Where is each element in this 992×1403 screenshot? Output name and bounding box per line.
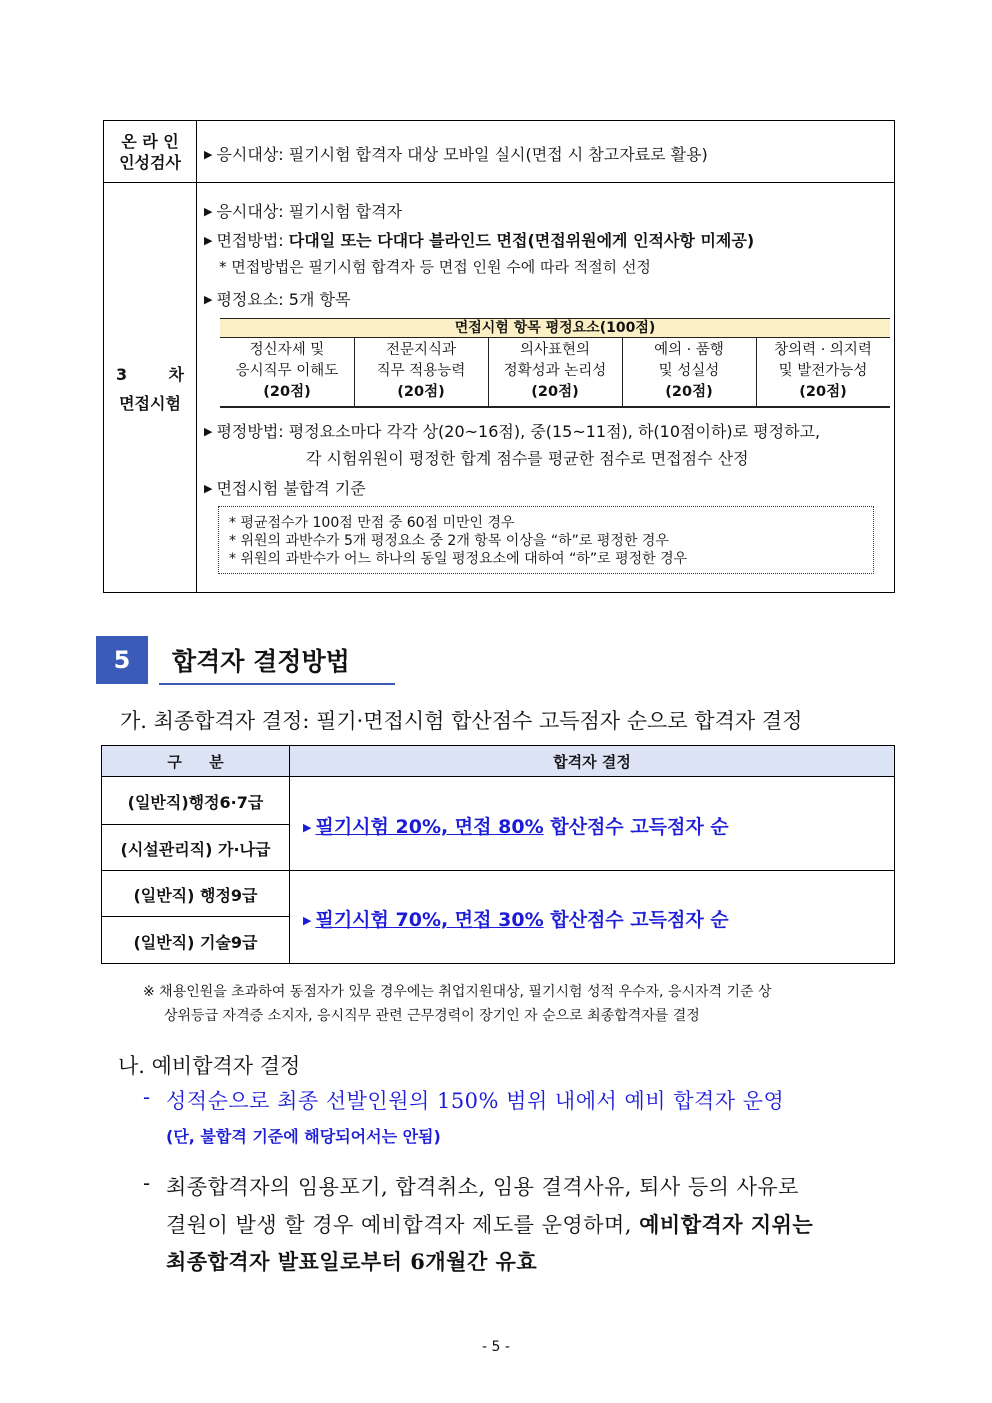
row-label-line: 면접시험 bbox=[119, 394, 181, 413]
row-label-line: 온 라 인 bbox=[121, 132, 179, 151]
bullet-triangle-icon: ▶ bbox=[303, 821, 312, 834]
score-divider bbox=[488, 338, 489, 406]
score-item-line: 및 발전가능성 bbox=[778, 363, 868, 379]
bullet-triangle-icon: ▶ bbox=[204, 148, 213, 161]
reserve-text-bold: 예비합격자 지위는 bbox=[639, 1212, 814, 1237]
score-item-points: (20점) bbox=[397, 384, 445, 400]
score-item bbox=[354, 338, 488, 407]
reserve-item-2-line2 bbox=[166, 1209, 813, 1239]
reserve-item-1-note: (단, 불합격 기준에 해당되어서는 안됨) bbox=[166, 1127, 441, 1146]
score-item-line: 예의 · 품행 bbox=[654, 342, 724, 358]
online-test-desc: 응시대상: 필기시험 합격자 대상 모바일 실시(면접 시 참고자료로 활용) bbox=[216, 145, 708, 164]
score-table-bottom bbox=[220, 406, 890, 408]
label-char: 차 bbox=[168, 365, 184, 384]
section-number-badge: 5 bbox=[96, 636, 148, 684]
score-divider bbox=[622, 338, 623, 406]
score-item-line: 응시직무 이해도 bbox=[235, 363, 339, 379]
elements-text: 평정요소: 5개 항목 bbox=[216, 290, 351, 309]
result-col-header: 구 분 bbox=[167, 753, 224, 771]
score-divider bbox=[354, 338, 355, 406]
score-item-line: 및 성실성 bbox=[658, 363, 720, 379]
method-bold: 다대일 또는 다대다 블라인드 면접(면접위원에게 인적사항 미제공) bbox=[288, 231, 755, 250]
score-table bbox=[220, 318, 890, 408]
page-number: - 5 - bbox=[482, 1339, 510, 1355]
fail-item: * 위원의 과반수가 어느 하나의 동일 평정요소에 대하여 “하”로 평정한 경우 bbox=[229, 551, 688, 567]
section-underline bbox=[159, 683, 395, 685]
interview-method bbox=[204, 228, 754, 251]
score-item bbox=[220, 338, 354, 407]
dash-marker: - bbox=[143, 1085, 151, 1109]
dash-marker: - bbox=[143, 1171, 151, 1195]
score-item-points: (20점) bbox=[263, 384, 311, 400]
section-title: 합격자 결정방법 bbox=[172, 647, 350, 676]
fail-criteria-title bbox=[204, 476, 366, 499]
row-label-interview bbox=[106, 364, 194, 414]
score-item-line: 직무 적용능력 bbox=[376, 363, 466, 379]
bullet-triangle-icon: ▶ bbox=[303, 914, 312, 927]
table-divider bbox=[102, 916, 289, 917]
score-item bbox=[622, 338, 756, 407]
fail-criteria-box bbox=[218, 506, 874, 574]
score-item-points: (20점) bbox=[665, 384, 713, 400]
rule-emphasis: 필기시험 20%, 면접 80% bbox=[315, 816, 544, 838]
score-item bbox=[488, 338, 622, 407]
rating-method bbox=[204, 419, 820, 442]
rule-tail: 합산점수 고득점자 순 bbox=[543, 909, 729, 931]
reserve-item-1: 성적순으로 최종 선발인원의 150% 범위 내에서 예비 합격자 운영 bbox=[166, 1089, 785, 1113]
score-item-line: 전문지식과 bbox=[385, 342, 457, 358]
score-item bbox=[756, 338, 890, 407]
result-col-header: 합격자 결정 bbox=[553, 753, 631, 771]
bullet-triangle-icon: ▶ bbox=[204, 482, 213, 495]
method-prefix: 면접방법: bbox=[216, 231, 289, 250]
reserve-heading: 나. 예비합격자 결정 bbox=[118, 1054, 301, 1078]
table-divider bbox=[289, 746, 290, 963]
score-item-line: 의사표현의 bbox=[519, 342, 591, 358]
reserve-text: 결원이 발생 할 경우 예비합격자 제도를 운영하며, bbox=[166, 1213, 640, 1237]
fail-item: * 위원의 과반수가 5개 평정요소 중 2개 항목 이상을 “하”로 평정한 경우 bbox=[229, 533, 669, 549]
result-rule-2 bbox=[303, 905, 729, 932]
score-item-line: 정확성과 논리성 bbox=[503, 363, 607, 379]
interview-elements bbox=[204, 287, 350, 310]
table-divider bbox=[102, 870, 894, 871]
bullet-triangle-icon: ▶ bbox=[204, 205, 213, 218]
bullet-triangle-icon: ▶ bbox=[204, 425, 213, 438]
final-heading: 가. 최종합격자 결정: 필기·면접시험 합산점수 고득점자 순으로 합격자 결정 bbox=[120, 709, 803, 733]
tie-note: 상위등급 자격증 소지자, 응시직무 관련 근무경력이 장기인 자 순으로 최종합격자를 결정 bbox=[164, 1008, 700, 1024]
result-row-label: (시설관리직) 가·나급 bbox=[120, 840, 271, 859]
table-divider bbox=[103, 182, 895, 183]
result-row-label: (일반직) 기술9급 bbox=[133, 933, 258, 952]
reserve-item-2: 최종합격자의 임용포기, 합격취소, 임용 결격사유, 퇴사 등의 사유로 bbox=[166, 1175, 799, 1199]
row-label-line: 인성검사 bbox=[119, 153, 181, 172]
rating-line: 각 시험위원이 평정한 합계 점수를 평균한 점수로 면접점수 산정 bbox=[306, 449, 749, 468]
interview-target bbox=[204, 199, 402, 222]
bullet-triangle-icon: ▶ bbox=[204, 234, 213, 247]
fail-title-text: 면접시험 불합격 기준 bbox=[216, 479, 366, 498]
fail-item: * 평균점수가 100점 만점 중 60점 미만인 경우 bbox=[229, 515, 515, 531]
label-char: 3 bbox=[116, 365, 128, 384]
row-label-online bbox=[106, 131, 194, 173]
method-note: * 면접방법은 필기시험 합격자 등 면접 인원 수에 따라 적절히 선정 bbox=[219, 258, 651, 276]
tie-note: ※ 채용인원을 초과하여 동점자가 있을 경우에는 취업지원대상, 필기시험 성적 우수자, 응시자격 기준 상 bbox=[143, 984, 772, 1000]
rule-tail: 합산점수 고득점자 순 bbox=[543, 816, 729, 838]
table-divider bbox=[102, 776, 894, 777]
reserve-item-2-line3: 최종합격자 발표일로부터 6개월간 유효 bbox=[166, 1249, 538, 1274]
result-rule-1 bbox=[303, 812, 729, 839]
table-divider bbox=[102, 824, 289, 825]
interview-target-text: 응시대상: 필기시험 합격자 bbox=[216, 202, 403, 221]
rule-emphasis: 필기시험 70%, 면접 30% bbox=[315, 909, 544, 931]
rating-line: 평정방법: 평정요소마다 각각 상(20~16점), 중(15~11점), 하(10점이하)로 평정하고, bbox=[216, 422, 821, 441]
score-item-line: 정신자세 및 bbox=[249, 342, 325, 358]
score-divider bbox=[756, 338, 757, 406]
bullet-triangle-icon: ▶ bbox=[204, 293, 213, 306]
online-test-text bbox=[204, 142, 708, 165]
result-row-label: (일반직) 행정9급 bbox=[133, 886, 258, 905]
result-row-label: (일반직)행정6·7급 bbox=[127, 793, 264, 812]
table-divider bbox=[196, 120, 197, 593]
score-item-points: (20점) bbox=[799, 384, 847, 400]
score-item-line: 창의력 · 의지력 bbox=[774, 342, 872, 358]
score-table-header: 면접시험 항목 평정요소(100점) bbox=[220, 318, 890, 338]
row-label-line bbox=[106, 364, 194, 385]
score-item-points: (20점) bbox=[531, 384, 579, 400]
